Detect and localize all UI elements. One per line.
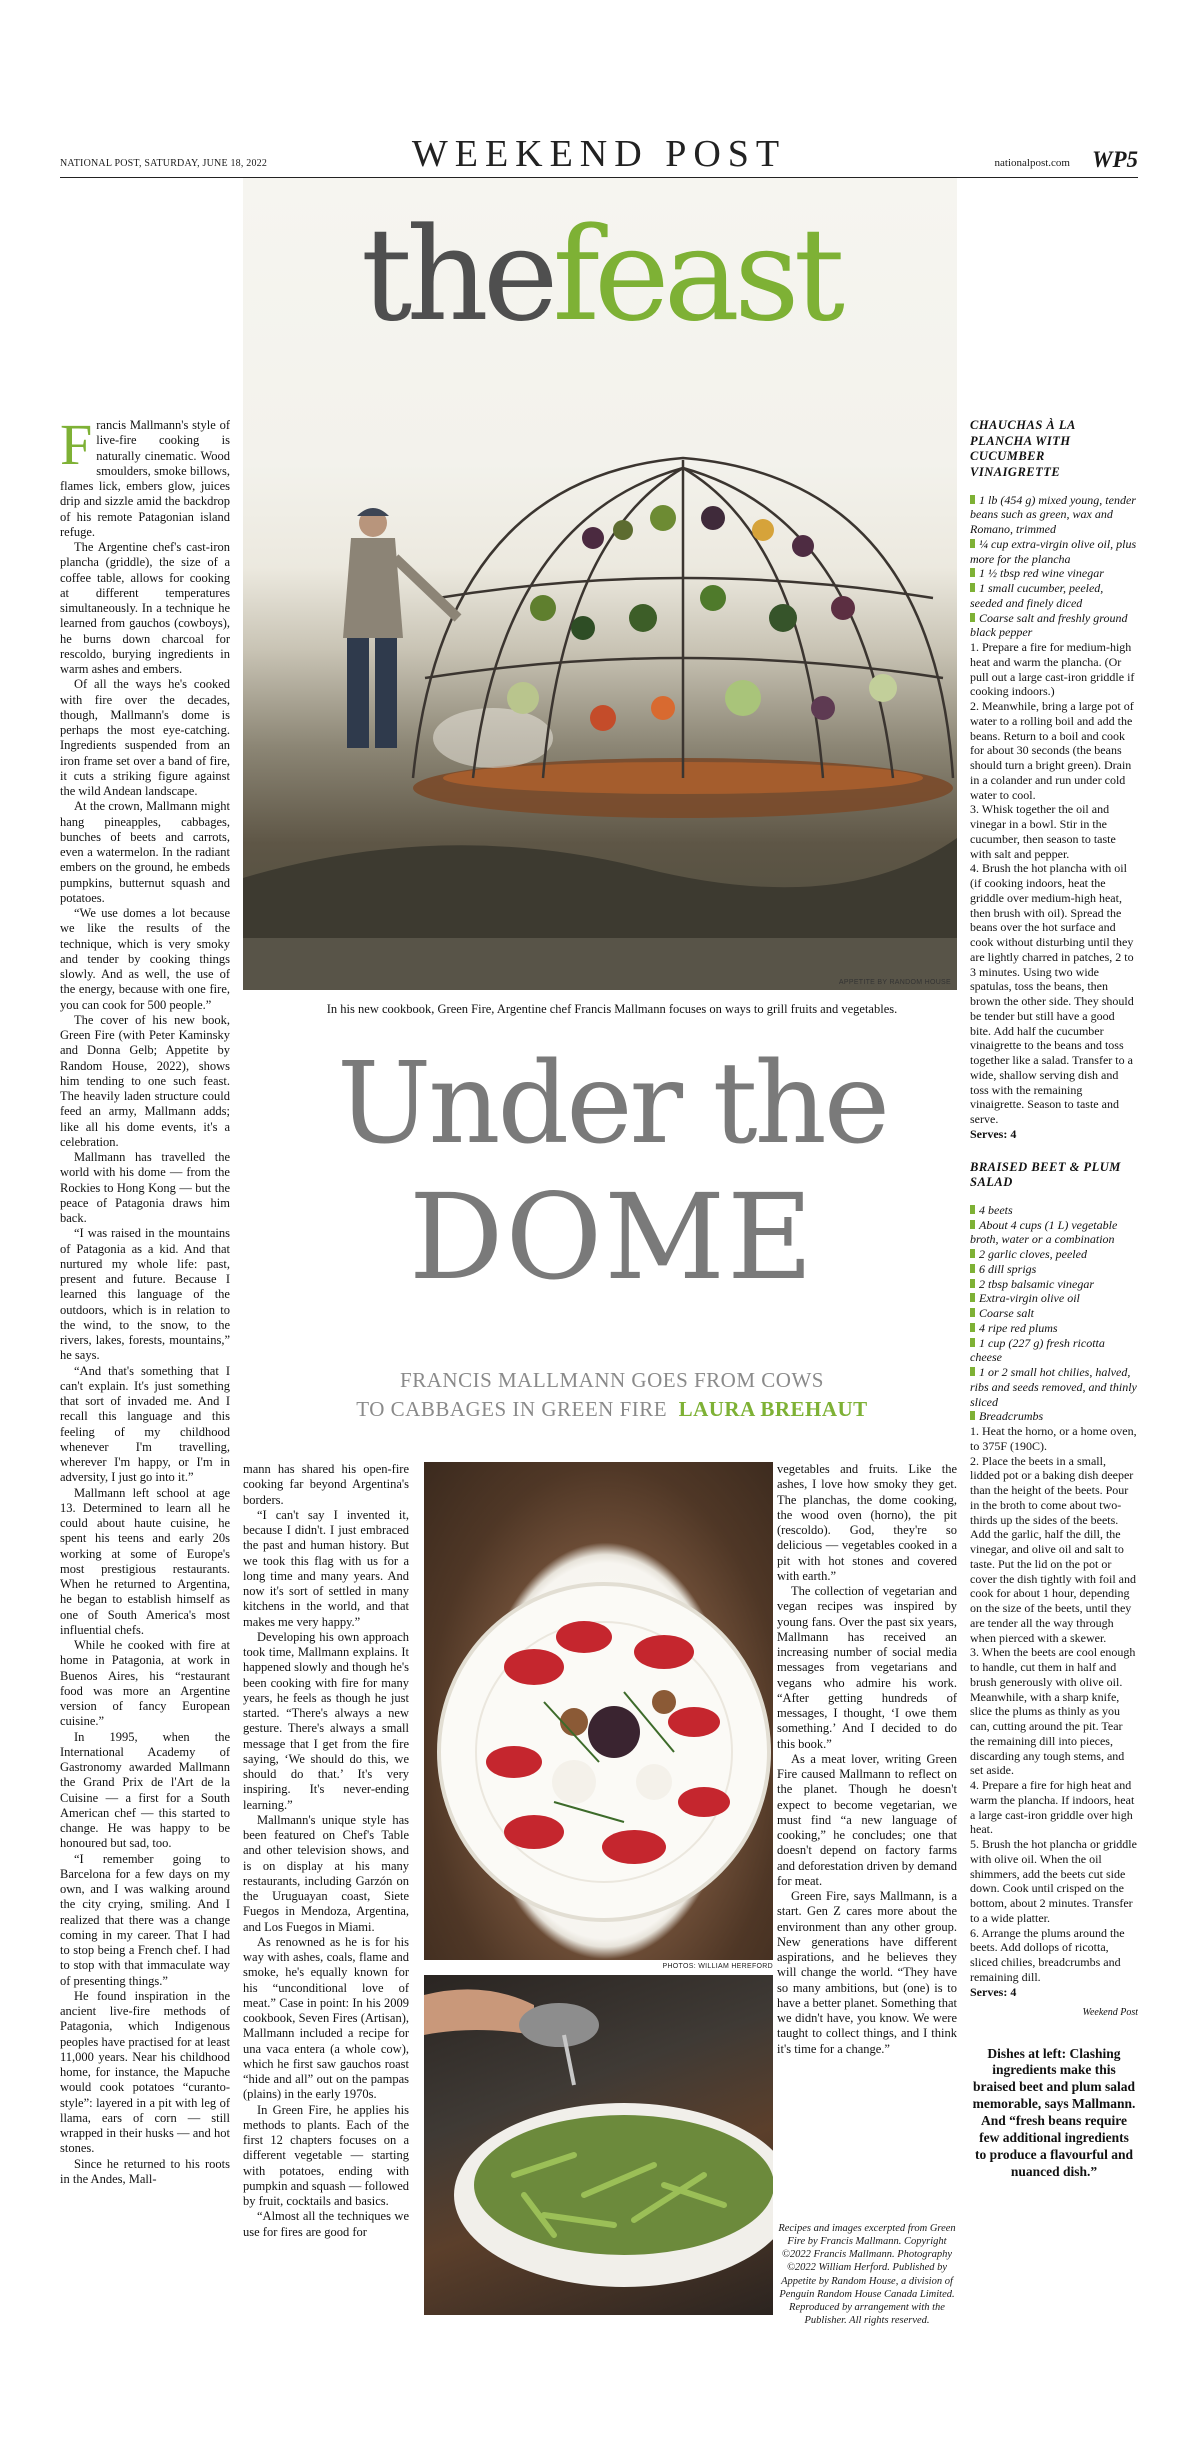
deck — [262, 1366, 962, 1425]
bullet-icon — [970, 1411, 975, 1420]
ingredient: 4 ripe red plums — [970, 1321, 1138, 1336]
paragraph: “I can't say I invented it, because I didn't. I just embraced the past and human history. But we took this flag with us for a long time and many years. And now it's sort of settled in many kitchens in the world, and that makes me very happy.” — [243, 1507, 409, 1629]
ingredient: 1 small cucumber, peeled, seeded and finely diced — [970, 581, 1104, 610]
salad-plate-illustration — [424, 1462, 773, 1960]
recipe-step: 1. Heat the horno, or a home oven, to 375F (190C). — [970, 1424, 1137, 1453]
paragraph: While he cooked with fire at home in Patagonia, at work in Buenos Aires, his “restaurant food was more an Argentine version of fancy European cuisine.” — [60, 1638, 230, 1729]
paragraph: Of all the ways he's cooked with fire over the decades, though, Mallmann's dome is perhaps the most eye-catching. Ingredients suspended from an iron frame set over a band of fire, it cuts a striking figure against the wild Andean landscape. — [60, 677, 230, 798]
hero-photo — [243, 178, 957, 990]
recipe-step: 4. Prepare a fire for high heat and warm the plancha. If indoors, heat a large cast-iron griddle over high heat. — [970, 1778, 1135, 1837]
paragraph: “We use domes a lot because we like the results of the technique, which is very smoky and tender by cooking things slowly. And as well, the use of the energy, because with one fire, you can cook for 500 people.” — [60, 906, 230, 1012]
dome-illustration — [243, 178, 957, 990]
bullet-icon — [970, 1338, 975, 1347]
bullet-icon — [970, 539, 975, 548]
recipe-step: 2. Meanwhile, bring a large pot of water to a rolling boil and add the beans. Return to a boil and cook for about 30 seconds (the beans should turn a bright green). Drain in a colander and run under cold water to cool. — [970, 699, 1134, 802]
beet-plum-salad-photo — [424, 1462, 773, 1960]
recipe-step: 3. Whisk together the oil and vinegar in a bowl. Stir in the cucumber, then season to taste with salt and pepper. — [970, 802, 1116, 861]
ingredient: 1 or 2 small hot chilies, halved, ribs and seeds removed, and thinly sliced — [970, 1365, 1137, 1409]
bullet-icon — [970, 1205, 975, 1214]
recipe-step: 1. Prepare a fire for medium-high heat and warm the plancha. (Or pull out a large cast-iron griddle if cooking indoors.) — [970, 640, 1135, 699]
servings: Serves: 4 — [970, 1126, 1017, 1141]
bullet-icon — [970, 1279, 975, 1288]
paragraph: Developing his own approach took time, Mallmann explains. It happened slowly and though he's been cooking with fire for many years, he feels as though he just started. “There's always a new gesture. There's always a small message that I get from the fire saying, ‘We should do this, we should do that.’ It's very inspiring. It's never-ending learning.” — [243, 1629, 409, 1812]
recipe-column — [970, 418, 1138, 2323]
ingredient: ¼ cup extra-virgin olive oil, plus more for the plancha — [970, 536, 1137, 566]
ingredient: Coarse salt and freshly ground black pepper — [970, 610, 1128, 640]
paragraph: The cover of his new book, Green Fire (with Peter Kaminsky and Donna Gelb; Appetite by Random House, 2022), shows him tending to one such feast. The heavily laden structure could feed an army, Mallmann adds; like all his dome events, it's a celebration. — [60, 1012, 230, 1149]
ingredient: Breadcrumbs — [970, 1409, 1138, 1424]
headline-line-2: DOME — [408, 1168, 816, 1306]
bullet-icon — [970, 568, 975, 577]
bullet-icon — [970, 1264, 975, 1273]
bullet-icon — [970, 583, 975, 592]
article-column-3 — [777, 1462, 957, 2312]
photo-credit: PHOTOS: WILLIAM HEREFORD — [662, 1963, 773, 1970]
issue-date: NATIONAL POST, SATURDAY, JUNE 18, 2022 — [60, 158, 268, 169]
paragraph: mann has shared his open-fire cooking far beyond Argentina's borders. — [243, 1462, 409, 1507]
ingredient: Coarse salt — [970, 1306, 1138, 1321]
paragraph: “I remember going to Barcelona for a few days on my own, and I was walking around the city crying, smiling. And I realized that there was a change coming in my career. That I had to stop being a French chef. I had to stop with that immaculate way of presenting things.” — [60, 1851, 230, 1988]
recipe-step: 5. Brush the hot plancha or griddle with olive oil. When the oil shimmers, add the beets cut side down. Cook until crisped on the bottom, about 2 minutes. Transfer to a wide platter. — [970, 1837, 1137, 1925]
masthead — [60, 132, 1138, 178]
recipe-step: 6. Arrange the plums around the beets. Add dollops of ricotta, sliced chilies, breadcrumbs and remaining dill. — [970, 1925, 1125, 1984]
section-title: WEEKEND POST — [411, 133, 787, 175]
paragraph: vegetables and fruits. Like the ashes, I love how smoky they get. The planchas, the dome cooking, the wood oven (horno), the pit (rescoldo). God, they're so delicious — vegetables cooked in a pit with hot stones and covered with earth.” — [777, 1462, 957, 1583]
paragraph: Mallmann has travelled the world with his dome — from the Rockies to Hong Kong — but the peace of Patagonia draws him back. — [60, 1150, 230, 1225]
byline: LAURA BREHAUT — [678, 1397, 868, 1422]
paragraph: Since he returned to his roots in the Andes, Mall- — [60, 2156, 230, 2186]
paragraph: The Argentine chef's cast-iron plancha (griddle), the size of a coffee table, allows for cooking at different temperatures simultaneously. In a technique he learned from gauchos (cowboys), he burns down charcoal for rescoldo, burying ingredients in warm ashes and embers. — [60, 540, 230, 676]
paragraph: “And that's something that I can't explain. It's just something that sort of invaded me. And I recall this language and this feeling of my childhood whenever I'm travelling, wherever I'm happy, or I'm in adversity, I just go into it.” — [60, 1363, 230, 1485]
paragraph: The collection of vegetarian and vegan recipes was inspired by young fans. Over the past six years, Mallmann has received an increasing number of social media messages from vegetarians and vegans who admire his work. “After getting hundreds of messages, I thought, ‘I owe them something.’ And I decided to do this book.” — [777, 1584, 957, 1751]
ingredient: Extra-virgin olive oil — [970, 1291, 1138, 1306]
recipe-step: 2. Place the beets in a small, lidded pot or a baking dish deeper than the height of the beets. Pour in the broth to come about two-thirds up the sides of the beets. Add the garlic, half the dill, the vinegar, and olive oil and salt to taste. Put the lid on the pot or cover the dish tightly with foil and cook for about 1 hour, depending on the size of the beets, until they are tender all the way through when pierced with a skewer. — [970, 1453, 1136, 1645]
page-number: WP5 — [1092, 147, 1138, 172]
paragraph: In 1995, when the International Academy of Gastronomy awarded Mallmann the Grand Prix de l'Art de la Cuisine — a first for a South American chef — this started to change. He was happy to be honoured but sad, too. — [60, 1729, 230, 1851]
ingredient: 2 tbsp balsamic vinegar — [970, 1277, 1138, 1292]
feature-title-the: the — [360, 201, 553, 350]
headline-line-1: Under the — [336, 1039, 888, 1169]
paragraph: He found inspiration in the ancient live-fire methods of Patagonia, which Indigenous peoples have practised for at least 11,000 years. Near his childhood home, for instance, the Mapuche would cook potatoes “curanto-style”: layered in a pit with leg of llama, ears of corn — still wrapped in their husks — and hot stones. — [60, 1988, 230, 2156]
bullet-icon — [970, 1323, 975, 1332]
bullet-icon — [970, 1220, 975, 1229]
deck-line-2 — [262, 1395, 962, 1424]
paragraph: Green Fire, says Mallmann, is a start. Gen Z cares more about the environment than any other group. New generations have different aspirations, and he believes they will change the world. “They have so many ambitions, but (one) is to have a better planet. Something that we didn't have, you know. We were taught to collect things, and I think it's time for a change.” — [777, 1889, 957, 2056]
paragraph: In Green Fire, he applies his methods to plants. Each of the first 12 chapters focuses on a different vegetable — starting with potatoes, ending with pumpkin and squash — followed by fruit, cocktails and basics. — [243, 2102, 409, 2208]
recipe-title: BRAISED BEET & PLUM SALAD — [970, 1159, 1121, 1190]
drop-cap: F — [60, 418, 93, 477]
ingredient: 2 garlic cloves, peeled — [970, 1247, 1138, 1262]
ingredient: 4 beets — [970, 1203, 1138, 1218]
feature-title-feast: feast — [552, 201, 840, 350]
paragraph: Mallmann left school at age 13. Determined to learn all he could about haute cuisine, he spent his teens and early 20s working at some of Europe's most prestigious restaurants. When he returned to Argentina, he began to establish himself as one of South America's most influential chefs. — [60, 1485, 230, 1637]
ingredient: 1 lb (454 g) mixed young, tender beans such as green, wax and Romano, trimmed — [970, 492, 1136, 536]
paragraph: “Almost all the techniques we use for fires are good for — [243, 2209, 409, 2239]
paragraph: As renowned as he is for his way with ashes, coals, flame and smoke, he's equally known for his “unconditional love of meat.” Case in point: In his 2009 cookbook, Seven Fires (Artisan), Mallmann included a recipe for una vaca entera (a whole cow), which he first saw gauchos roast “hide and all” out on the pampas (plains) in the early 1970s. — [243, 1934, 409, 2102]
paragraph: As a meat lover, writing Green Fire caused Mallmann to reflect on the planet. Though he doesn't expect to become vegetarian, we must find “a new language of cooking,” he concludes; one that doesn't depend on factory farms and deforestation driven by demand for meat. — [777, 1751, 957, 1888]
recipe-step: 4. Brush the hot plancha with oil (if cooking indoors, heat the griddle over medium-high heat, then brush with oil). Spread the beans over the hot surface and cook without disturbing until they are lightly charred in patches, 2 to 3 minutes. Using two wide spatulas, toss the beans, then brown the other side. They should be tender but still have a good bite. Add half the cucumber vinaigrette to the beans and toss together like a salad. Transfer to a wide, shallow serving dish and toss with the remaining vinaigrette. Season to taste and serve. — [970, 861, 1134, 1126]
bullet-icon — [970, 1293, 975, 1302]
ingredient: 6 dill sprigs — [970, 1262, 1138, 1277]
photo-credit: APPETITE BY RANDOM HOUSE — [838, 979, 951, 986]
ingredient: 1 cup (227 g) fresh ricotta cheese — [970, 1335, 1105, 1365]
paragraph: At the crown, Mallmann might hang pineapples, cabbages, bunches of beets and carrots, even a watermelon. In the radiant embers on the ground, he embeds pumpkins, butternut squash and potatoes. — [60, 799, 230, 905]
paragraph: “I was raised in the mountains of Patagonia as a kid. And that nurtured my whole life: past, present and future. Because I learned this language of the outdoors, which is in relation to the wind, to the snow, to the rivers, lakes, forests, mountains,” he says. — [60, 1226, 230, 1363]
green-beans-photo — [424, 1975, 773, 2315]
deck-line-1: FRANCIS MALLMANN GOES FROM COWS — [400, 1368, 824, 1392]
bullet-icon — [970, 1367, 975, 1376]
servings: Serves: 4 — [970, 1984, 1017, 1999]
ingredient: About 4 cups (1 L) vegetable broth, water or a combination — [970, 1217, 1118, 1247]
recipe-title: CHAUCHAS À LA PLANCHA WITH CUCUMBER VINAIGRETTE — [970, 418, 1076, 479]
recipe-source: Weekend Post — [1082, 2007, 1138, 2019]
site-url[interactable]: nationalpost.com — [994, 157, 1070, 169]
bullet-icon — [970, 1249, 975, 1258]
beans-bowl-illustration — [424, 1975, 773, 2315]
paragraph: rancis Mallmann's style of live-fire cooking is naturally cinematic. Wood smoulders, smoke billows, flames lick, embers glow, juices drip and sizzle amid the backdrop of his remote Patagonian island refuge. — [60, 418, 230, 539]
pull-quote: Dishes at left: Clashing ingredients make this braised beet and plum salad memorable, says Mallmann. And “fresh beans require few additional ingredients to produce a flavourful and nuanced dish.” — [972, 2045, 1136, 2179]
deck-line-2-text: TO CABBAGES IN GREEN FIRE — [356, 1397, 668, 1422]
bullet-icon — [970, 613, 975, 622]
recipe-step: 3. When the beets are cool enough to handle, cut them in half and brush generously with olive oil. Meanwhile, with a sharp knife, slice the plums as thinly as you can, cutting around the pit. Tear the remaining dill into pieces, discarding any tough stems, and set aside. — [970, 1645, 1136, 1778]
bullet-icon — [970, 495, 975, 504]
ingredient: 1 ½ tbsp red wine vinegar — [970, 566, 1138, 581]
article-column-1 — [60, 418, 230, 2306]
photo-caption: In his new cookbook, Green Fire, Argentine chef Francis Mallmann focuses on ways to grill fruits and vegetables. — [326, 1002, 898, 1016]
recipe-credit: Recipes and images excerpted from Green Fire by Francis Mallmann. Copyright ©2022 Francis Mallmann. Photography ©2022 William Herford. Published by Appetite by Random House, a division of Penguin Random House Canada Limited. Reproduced by arrangement with the Publisher. All rights reserved. — [778, 2223, 956, 2326]
article-column-2 — [243, 1462, 409, 2312]
paragraph: Mallmann's unique style has been featured on Chef's Table and other television shows, and is on display at his many restaurants, including Garzón on the Uruguayan coast, Siete Fuegos in Mendoza, Argentina, and Los Fuegos in Miami. — [243, 1812, 409, 1934]
bullet-icon — [970, 1308, 975, 1317]
